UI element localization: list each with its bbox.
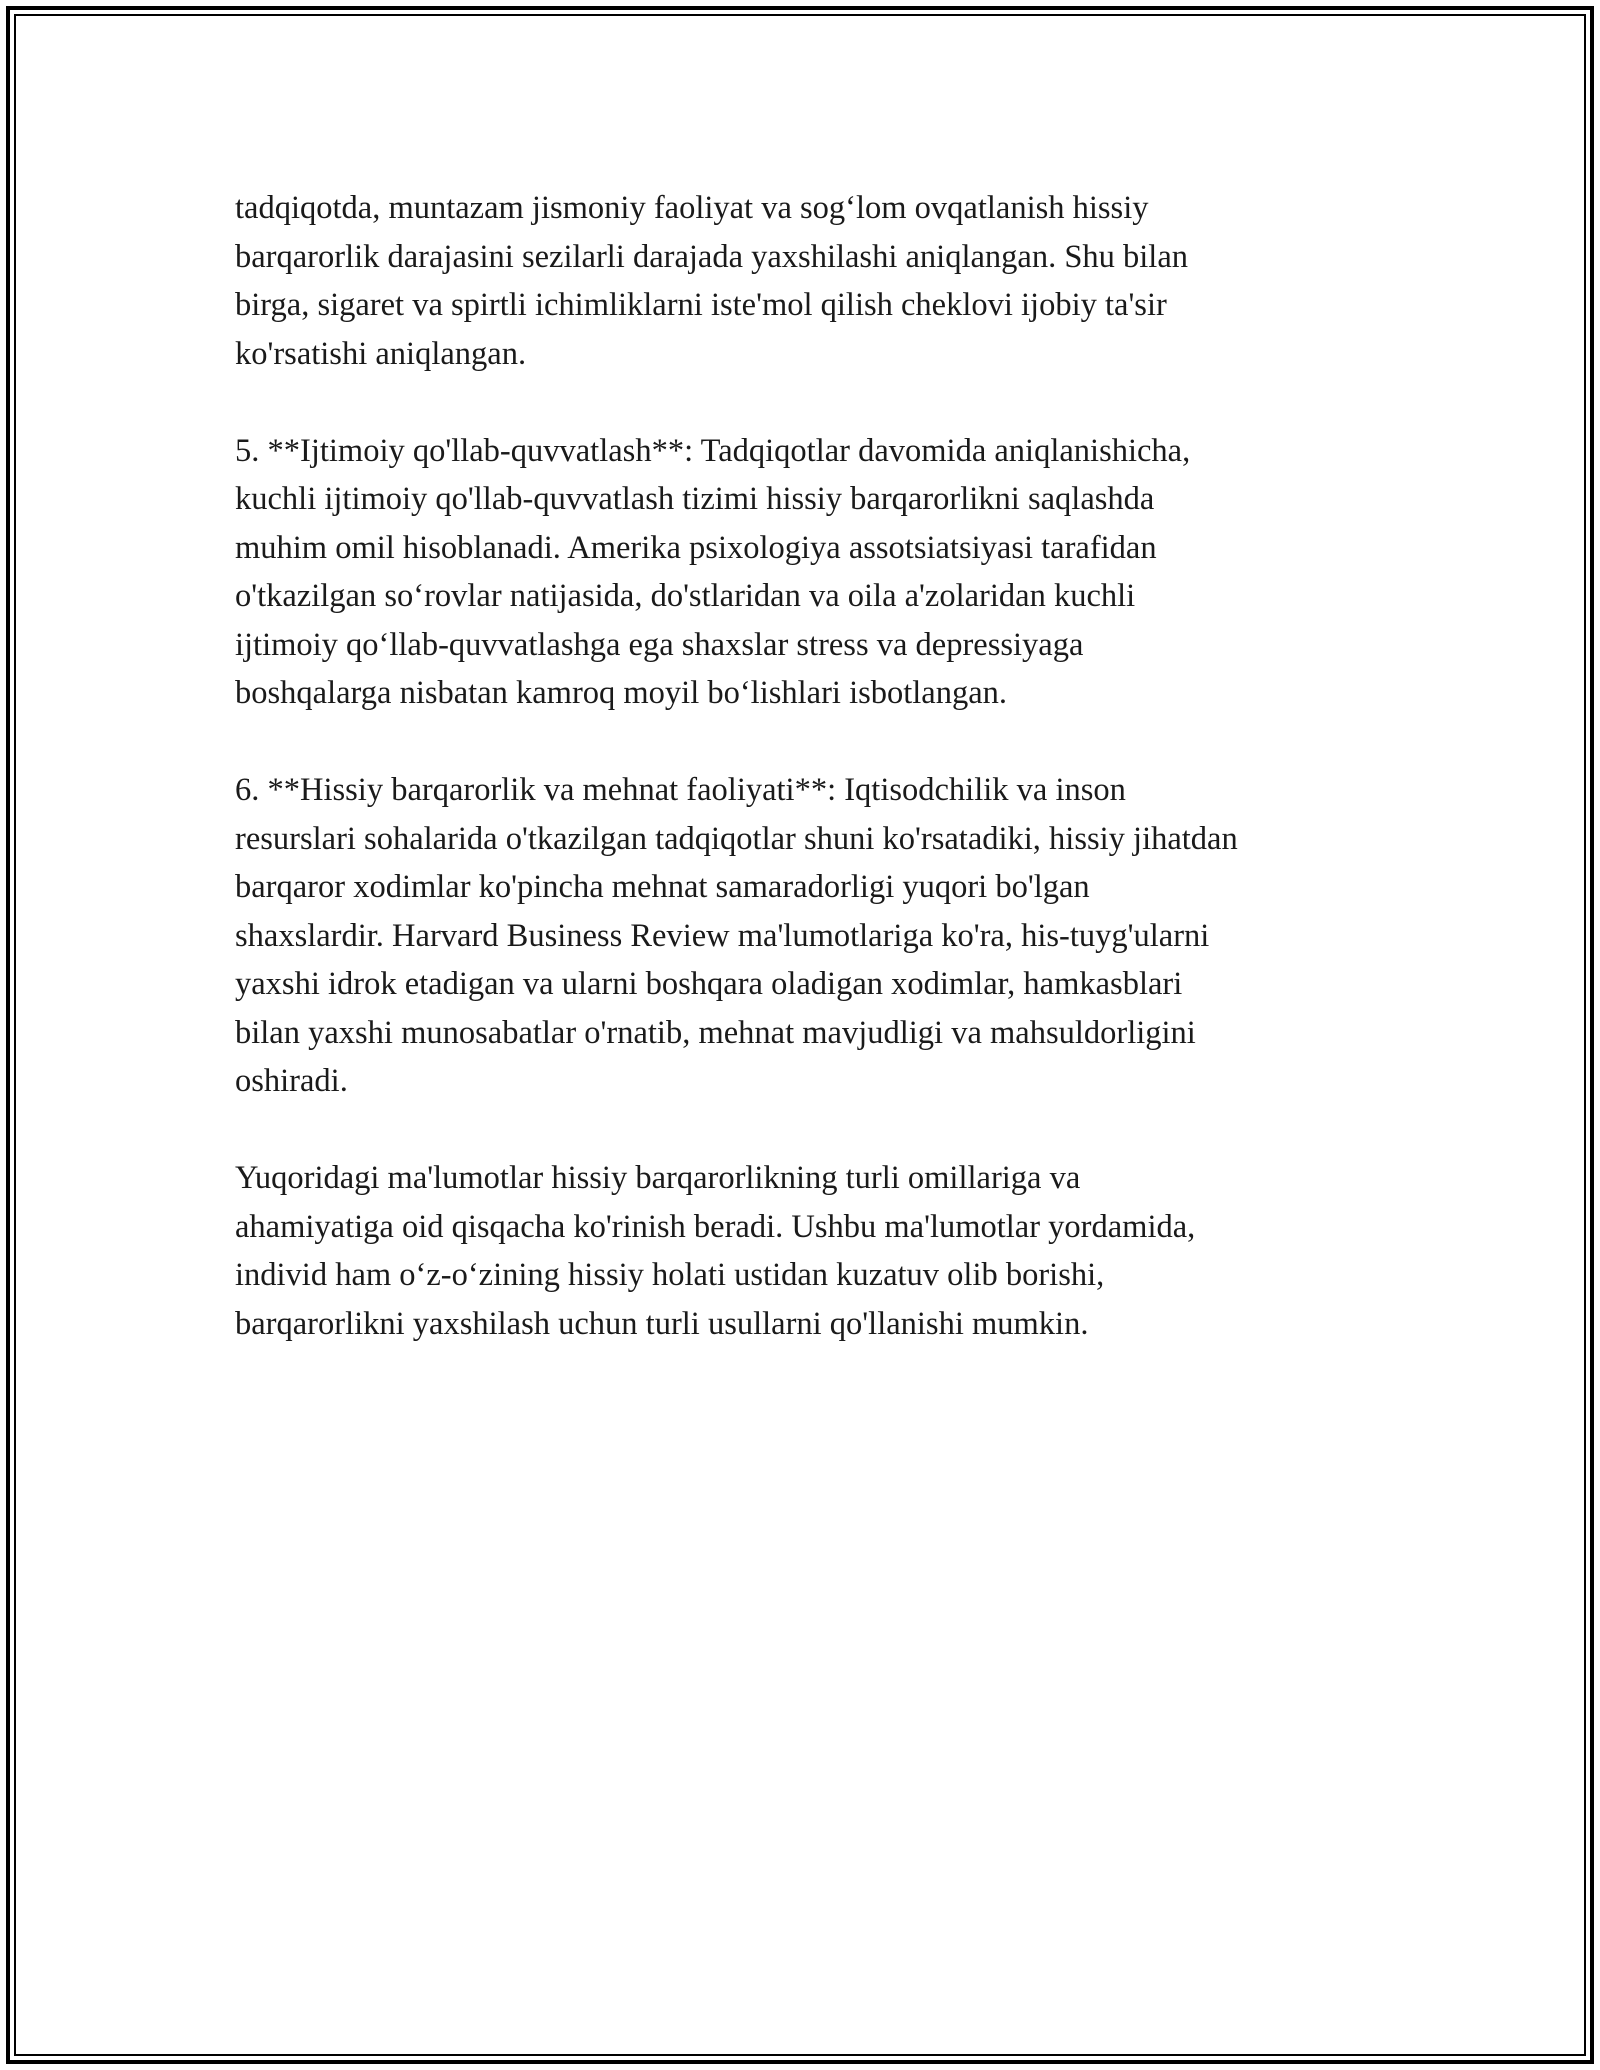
text-line: Yuqoridagi ma'lumotlar hissiy barqarorlikning turli omillariga va xyxy=(235,1160,1081,1196)
text-line: individ ham o‘z-o‘zining hissiy holati ustidan kuzatuv olib borishi, xyxy=(235,1257,1105,1293)
text-line: yaxshi idrok etadigan va ularni boshqara oladigan xodimlar, hamkasblari xyxy=(235,966,1183,1002)
text-line: ahamiyatiga oid qisqacha ko'rinish beradi. Ushbu ma'lumotlar yordamida, xyxy=(235,1208,1196,1245)
text-line: oshiradi. xyxy=(235,1063,348,1099)
document-body xyxy=(235,184,1375,1397)
text-line: barqarorlikni yaxshilash uchun turli usullarni qo'llanishi mumkin. xyxy=(235,1305,1089,1342)
text-line: barqarorlik darajasini sezilarli darajada yaxshilashi aniqlangan. Shu bilan xyxy=(235,238,1189,275)
text-line: birga, sigaret va spirtli ichimliklarni iste'mol qilish cheklovi ijobiy ta'sir xyxy=(235,287,1167,323)
text-line: 5. **Ijtimoiy qo'llab-quvvatlash**: Tadqiqotlar davomida aniqlanishicha, xyxy=(235,432,1191,469)
text-line: bilan yaxshi munosabatlar o'rnatib, mehnat mavjudligi va mahsuldorligini xyxy=(235,1014,1196,1051)
paragraph-conclusion xyxy=(235,1154,1375,1348)
text-line: barqaror xodimlar ko'pincha mehnat samaradorligi yuqori bo'lgan xyxy=(235,869,1090,905)
text-line: 6. **Hissiy barqarorlik va mehnat faoliyati**: Iqtisodchilik va inson xyxy=(235,772,1126,808)
text-line: boshqalarga nisbatan kamroq moyil bo‘lishlari isbotlangan. xyxy=(235,675,1008,711)
paragraph-intro-continuation xyxy=(235,184,1375,378)
paragraph-work-activity xyxy=(235,766,1375,1106)
text-line: shaxslardir. Harvard Business Review ma'lumotlariga ko'ra, his-tuyg'ularni xyxy=(235,917,1210,954)
text-line: muhim omil hisoblanadi. Amerika psixologiya assotsiatsiyasi tarafidan xyxy=(235,529,1157,566)
text-line: resurslari sohalarida o'tkazilgan tadqiqotlar shuni ko'rsatadiki, hissiy jihatdan xyxy=(235,820,1238,857)
text-line: tadqiqotda, muntazam jismoniy faoliyat va sog‘lom ovqatlanish hissiy xyxy=(235,190,1149,226)
text-line: ko'rsatishi aniqlangan. xyxy=(235,335,527,372)
paragraph-social-support xyxy=(235,427,1375,718)
text-line: o'tkazilgan so‘rovlar natijasida, do'stlaridan va oila a'zolaridan kuchli xyxy=(235,578,1136,614)
text-line: ijtimoiy qo‘llab-quvvatlashga ega shaxslar stress va depressiyaga xyxy=(235,626,1084,663)
text-line: kuchli ijtimoiy qo'llab-quvvatlash tizimi hissiy barqarorlikni saqlashda xyxy=(235,481,1155,517)
